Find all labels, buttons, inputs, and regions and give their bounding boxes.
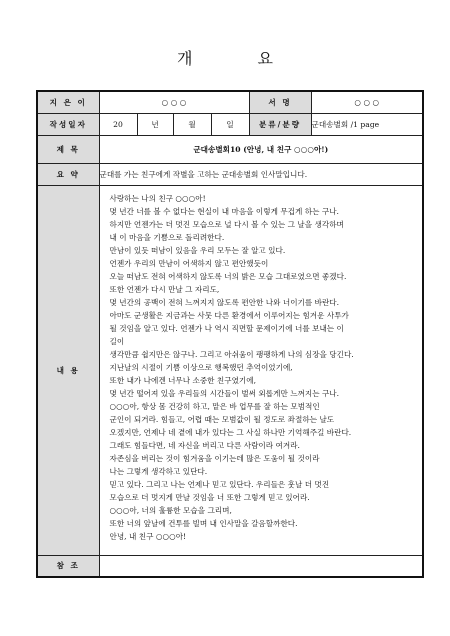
category-label: 분류/분량	[249, 113, 311, 135]
content-line: 내 이 마음을 기쁨으로 돌리려한다.	[109, 232, 225, 242]
content-line: 자존심을 버리는 것이 힘겨움을 이기는데 많은 도움이 될 것이라	[109, 453, 320, 463]
date-year-unit: 년	[137, 113, 173, 135]
category-value: 군대송별회 /1 page	[311, 113, 423, 135]
content-line: 사랑하는 나의 친구 ○○○아!	[109, 193, 206, 203]
content-line: 몇 년간 떨어져 있을 우리들의 시간들이 벌써 외롭게만 느껴지는 구나.	[109, 388, 340, 398]
author-row	[37, 91, 423, 113]
content-line: 지난날의 시절이 기쁨 이상으로 행복했던 추억이었기에,	[109, 362, 293, 372]
content-line: 또한 내가 나에겐 너무나 소중한 친구였기에,	[109, 375, 257, 385]
content-line: 또한 언젠가 다시 만날 그 자리도,	[109, 284, 220, 294]
content-line: 생각만큼 쉽지만은 않구나. 그리고 아쉬움이 팽팽하게 나의 심장을 당긴다.	[109, 349, 354, 359]
subject-value: 군대송별회10 (안녕, 내 친구 ○○○아!)	[99, 135, 423, 163]
reference-row	[37, 555, 423, 577]
content-line: 모습으로 더 멋지게 만날 것임을 너 또한 그렇게 믿고 있어라.	[109, 492, 310, 502]
reference-value	[99, 555, 423, 577]
date-year: 20	[99, 113, 137, 135]
document-title: 개 요	[177, 49, 303, 68]
content-line: ○○○아, 항상 몸 건강히 하고, 맡은 바 업무를 잘 하는 모범적인	[109, 401, 320, 411]
summary-value: 군대를 가는 친구에게 작별을 고하는 군대송별회 인사말입니다.	[99, 163, 423, 185]
content-line: 만남이 있듯 떠남이 있음을 우리 모두는 잘 알고 있다.	[109, 245, 286, 255]
date-row	[37, 113, 423, 135]
content-lines	[110, 192, 417, 543]
content-line: 안녕, 내 친구 ○○○아!	[109, 531, 187, 541]
summary-form-table	[36, 90, 424, 578]
date-month-unit: 월	[173, 113, 211, 135]
signature-value: ○ ○ ○	[311, 91, 423, 113]
content-line: 오겠지만, 언제나 네 곁에 내가 있다는 그 사실 하나만 기억해주길 바란다.	[109, 427, 352, 437]
content-line: 군인이 되거라. 힘들고, 어렵 때는 모범값이 될 정도로 좌절하는 날도	[109, 414, 335, 424]
reference-label: 참 조	[37, 555, 99, 577]
content-line: 또한 너의 앞날에 건투를 빌며 내 인사말을 갈음할까한다.	[109, 518, 298, 528]
content-body	[99, 185, 423, 555]
content-line: 하지만 언젠가는 더 멋진 모습으로 널 다시 볼 수 있는 그 날을 생각하며	[109, 219, 344, 229]
summary-label: 요 약	[37, 163, 99, 185]
content-line: 나는 그렇게 생각하고 있단다.	[109, 466, 208, 476]
content-line: 몇 년간 너를 볼 수 없다는 현실이 내 마음을 이렇게 무겁게 하는 구나.	[109, 206, 339, 216]
content-line: ○○○아, 너의 훌륭한 모습을 그리며,	[109, 505, 232, 515]
content-line: 믿고 있다. 그리고 나는 언제나 믿고 있단다. 우리들은 훗날 더 멋진	[109, 479, 330, 489]
date-label: 작성일자	[37, 113, 99, 135]
date-day-unit: 일	[211, 113, 249, 135]
content-line: 몇 년간의 공백이 전혀 느껴지지 않도록 편안한 나와 너이기를 바란다.	[109, 297, 340, 307]
content-line: 오늘 떠남도 전혀 어색하지 않도록 너의 밝은 모습 그대로였으면 좋겠다.	[109, 271, 347, 281]
content-line: 길이	[109, 336, 125, 346]
content-line: 언젠가 우리의 만남이 어색하지 않고 편안했듯이	[109, 258, 269, 268]
signature-label: 서 명	[249, 91, 311, 113]
author-label: 지 은 이	[37, 91, 99, 113]
content-line: 그래도 힘들다면, 네 자신을 버리고 다른 사람이라 여겨라.	[109, 440, 300, 450]
content-line: 될 것임을 알고 있다. 언젠가 나 역시 직면할 문제이기에 너를 보내는 이	[109, 323, 344, 333]
subject-label: 제 목	[37, 135, 99, 163]
content-line: 아마도 군생활은 지금과는 사뭇 다른 환경에서 이루어지는 힘겨운 사투가	[109, 310, 349, 320]
content-label: 내 용	[37, 185, 99, 555]
content-row	[37, 185, 423, 555]
summary-row	[37, 163, 423, 185]
author-value: ○ ○ ○	[99, 91, 249, 113]
subject-row	[37, 135, 423, 163]
